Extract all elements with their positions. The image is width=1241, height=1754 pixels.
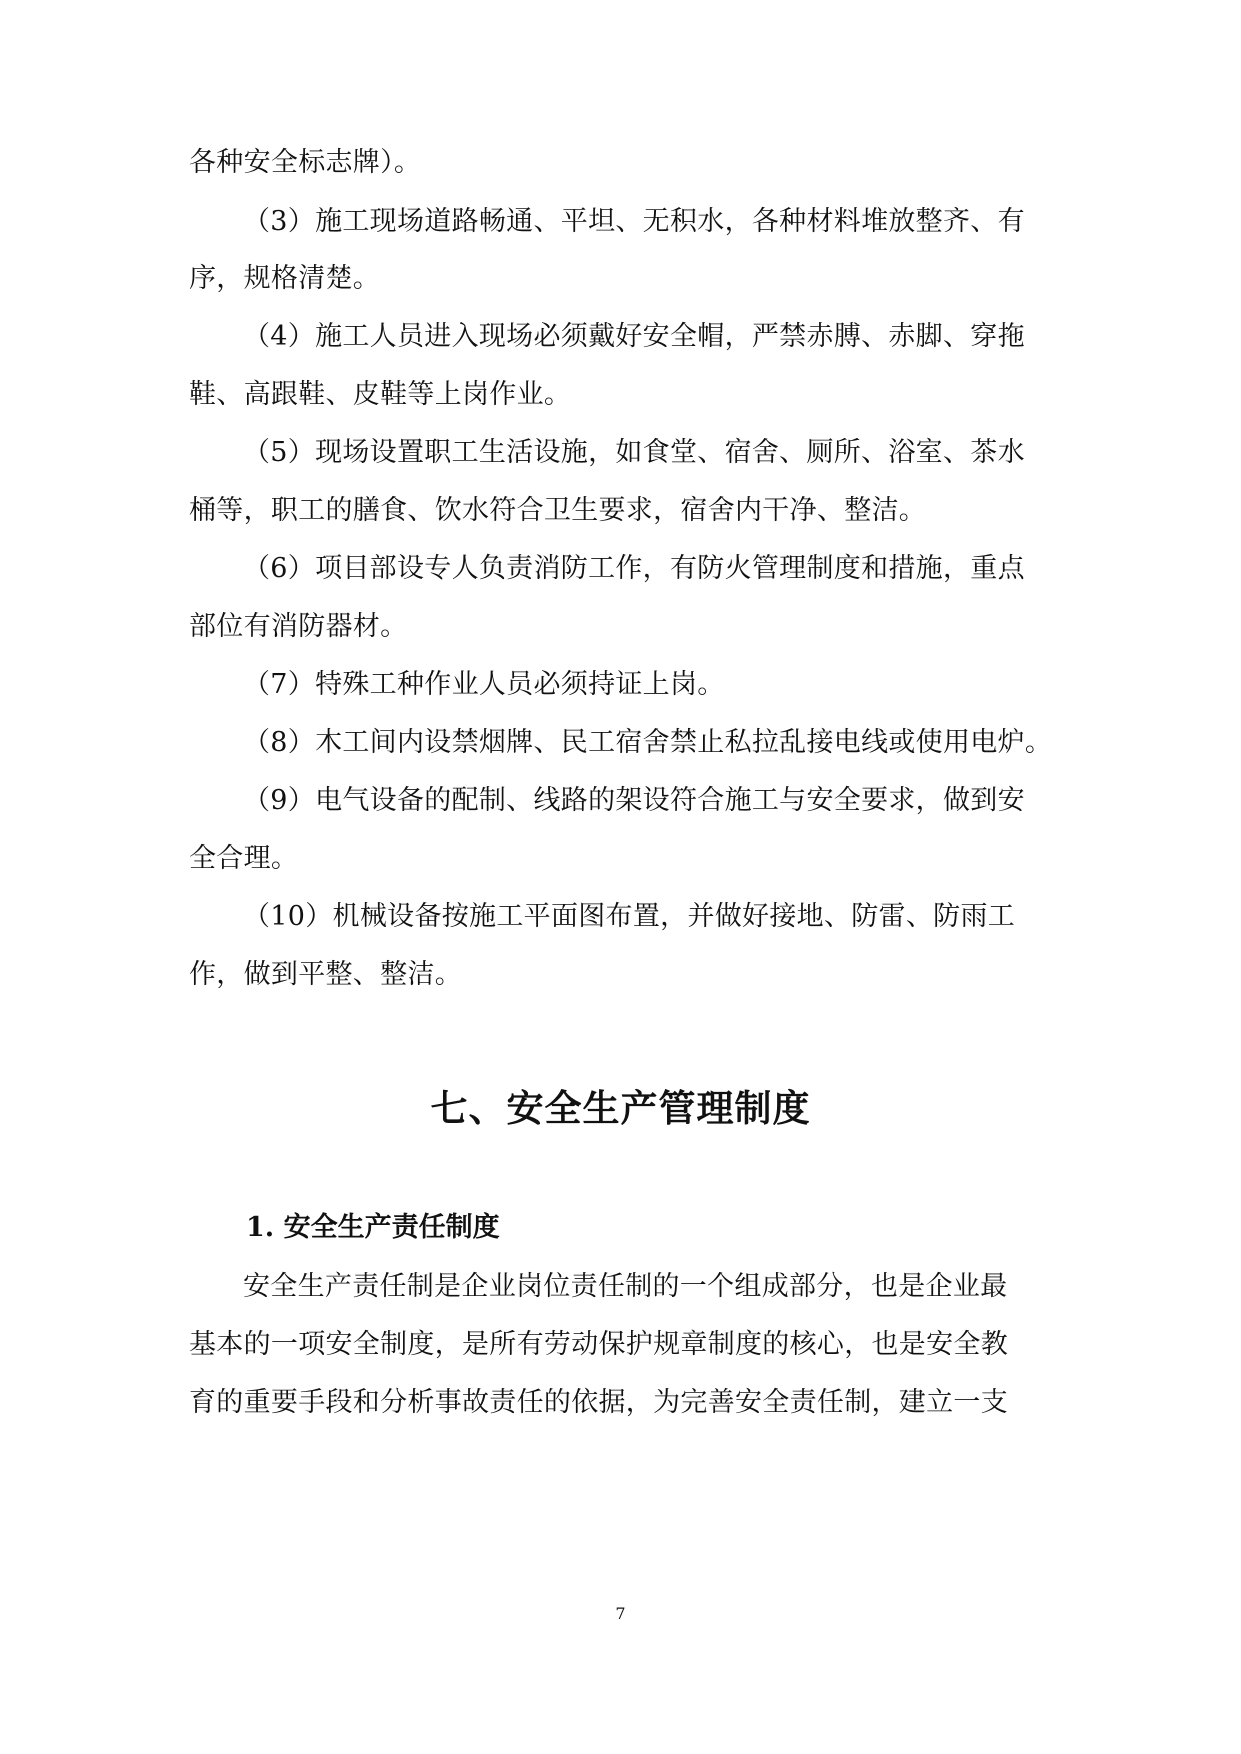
paragraph-line: 基本的一项安全制度，是所有劳动保护规章制度的核心，也是安全教 bbox=[189, 1329, 1008, 1360]
paragraph-line: 作，做到平整、整洁。 bbox=[189, 959, 462, 990]
paragraph-line: 全合理。 bbox=[189, 843, 299, 874]
paragraph-line: （8）木工间内设禁烟牌、民工宿舍禁止私拉乱接电线或使用电炉。 bbox=[243, 727, 1053, 758]
paragraph-line: （9）电气设备的配制、线路的架设符合施工与安全要求，做到安 bbox=[243, 785, 1025, 816]
paragraph-line: （10）机械设备按施工平面图布置，并做好接地、防雷、防雨工 bbox=[243, 901, 1016, 932]
paragraph-line: （4）施工人员进入现场必须戴好安全帽，严禁赤膊、赤脚、穿拖 bbox=[243, 321, 1025, 352]
paragraph-line: （6）项目部设专人负责消防工作，有防火管理制度和措施，重点 bbox=[243, 553, 1025, 584]
paragraph-line: 育的重要手段和分析事故责任的依据，为完善安全责任制，建立一支 bbox=[189, 1387, 1008, 1418]
paragraph-line: 鞋、高跟鞋、皮鞋等上岗作业。 bbox=[189, 379, 572, 410]
paragraph-line: （5）现场设置职工生活设施，如食堂、宿舍、厕所、浴室、茶水 bbox=[243, 437, 1025, 468]
paragraph-line: 桶等，职工的膳食、饮水符合卫生要求，宿舍内干净、整洁。 bbox=[189, 495, 927, 526]
section-heading: 七、安全生产管理制度 bbox=[430, 1086, 811, 1130]
subsection-heading: 1. 安全生产责任制度 bbox=[246, 1212, 500, 1243]
paragraph-line: （3）施工现场道路畅通、平坦、无积水，各种材料堆放整齐、有 bbox=[243, 206, 1025, 237]
page-number: 7 bbox=[615, 1604, 626, 1623]
paragraph-line: 安全生产责任制是企业岗位责任制的一个组成部分，也是企业最 bbox=[243, 1271, 1008, 1302]
paragraph-line: 各种安全标志牌）。 bbox=[189, 147, 422, 178]
paragraph-line: （7）特殊工种作业人员必须持证上岗。 bbox=[243, 669, 725, 700]
paragraph-line: 部位有消防器材。 bbox=[189, 611, 408, 642]
paragraph-line: 序，规格清楚。 bbox=[189, 263, 381, 294]
